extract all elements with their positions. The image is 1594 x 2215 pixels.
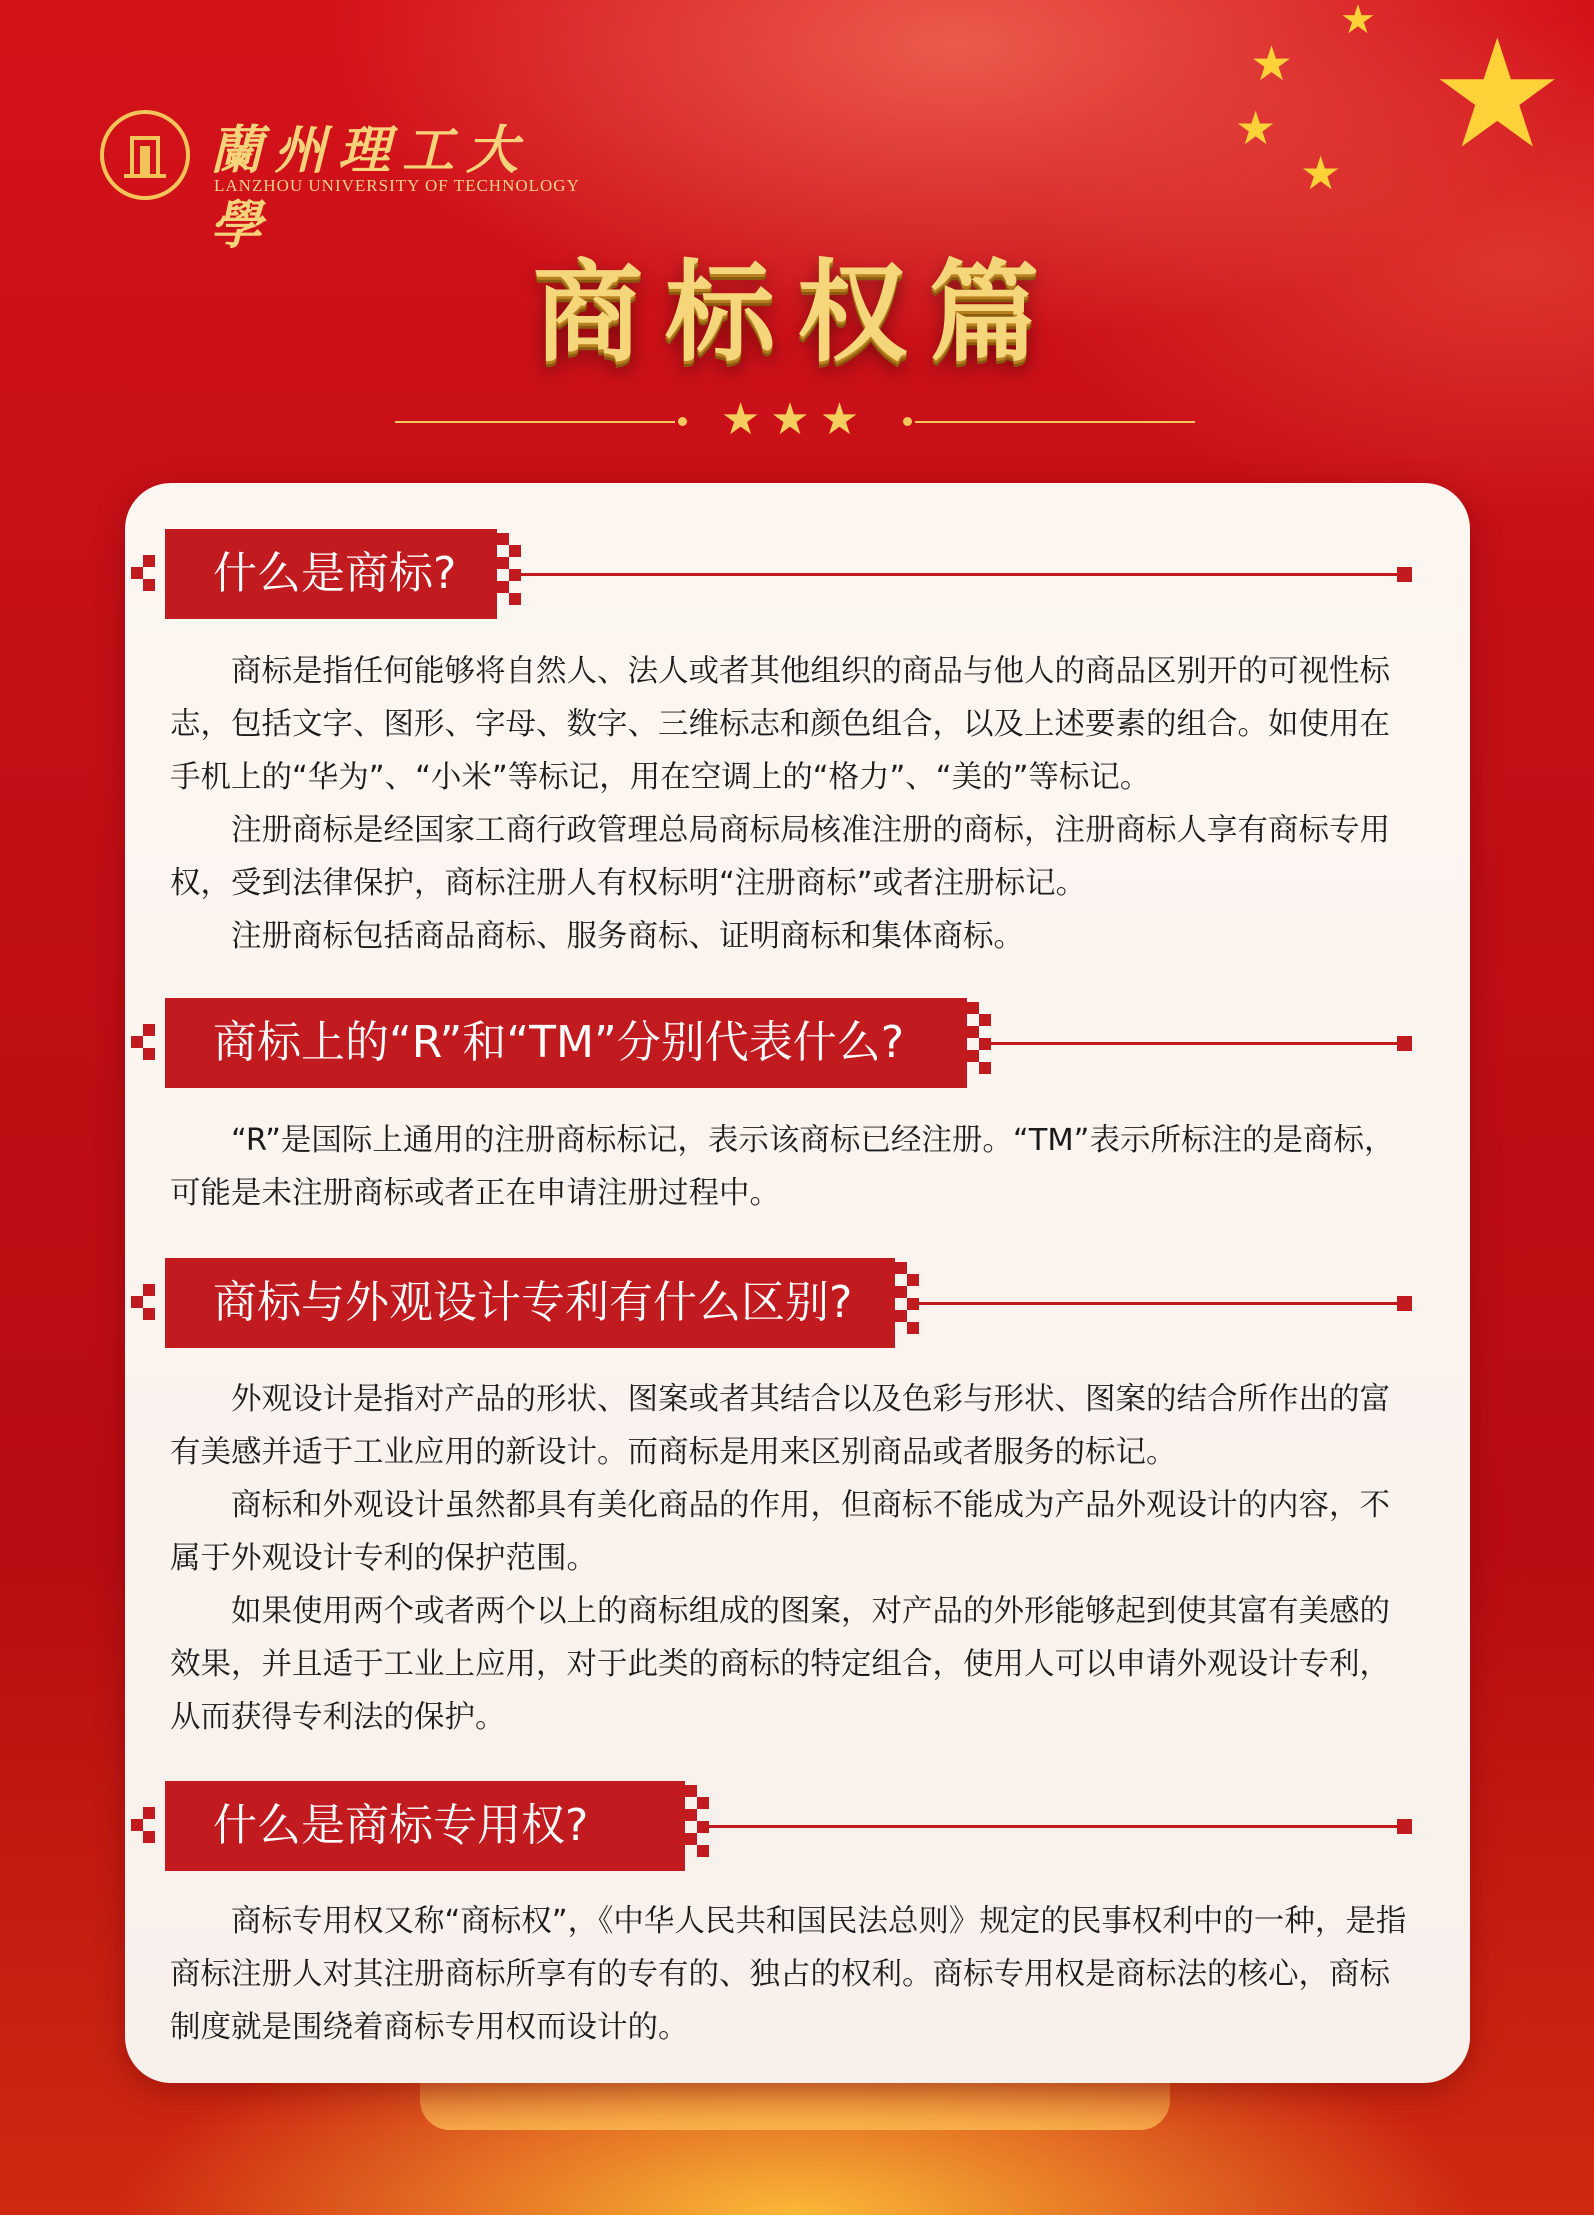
section-heading-label: 商标与外观设计专利有什么区别? xyxy=(165,1258,895,1348)
section-heading-label: 什么是商标? xyxy=(165,529,497,619)
university-name-en: LANZHOU UNIVERSITY OF TECHNOLOGY xyxy=(214,176,580,195)
flag-small-star-icon: ★ xyxy=(1300,146,1342,200)
section-heading xyxy=(125,529,1470,619)
section-heading-label: 什么是商标专用权? xyxy=(165,1781,685,1871)
paragraph: 商标专用权又称“商标权”，《中华人民共和国民法总则》规定的民事权利中的一种，是指商标注册人对其注册商标所享有的专有的、独占的权利。商标专用权是商标法的核心，商标制度就是围绕着商标专用权而设计的。 xyxy=(170,1904,1407,2045)
page-title: 商标权篇 xyxy=(533,249,1061,377)
university-name-cn: 蘭州理工大學 xyxy=(210,120,531,256)
paragraph: “R”是国际上通用的注册商标标记，表示该商标已经注册。“TM”表示所标注的是商标，可能是未注册商标或者正在申请注册过程中。 xyxy=(170,1123,1395,1211)
section-heading xyxy=(125,1258,1470,1348)
flag-small-star-icon: ★ xyxy=(1235,101,1277,155)
title-divider xyxy=(395,394,1195,448)
flag-small-star-icon: ★ xyxy=(1250,36,1294,92)
paragraph: 外观设计是指对产品的形状、图案或者其结合以及色彩与形状、图案的结合所作出的富有美感并适于工业应用的新设计。而商标是用来区别商品或者服务的标记。 xyxy=(170,1382,1390,1470)
paragraph: 注册商标是经国家工商行政管理总局商标局核准注册的商标，注册商标人享有商标专用权，受到法律保护，商标注册人有权标明“注册商标”或者注册标记。 xyxy=(170,813,1390,901)
paragraph: 如果使用两个或者两个以上的商标组成的图案，对产品的外形能够起到使其富有美感的效果，并且适于工业上应用，对于此类的商标的特定组合，使用人可以申请外观设计专利，从而获得专利法的保护。 xyxy=(170,1594,1390,1735)
section-heading xyxy=(125,998,1470,1088)
section-heading xyxy=(125,1781,1470,1871)
content-card xyxy=(125,483,1470,2083)
paragraph: 商标是指任何能够将自然人、法人或者其他组织的商品与他人的商品区别开的可视性标志，包括文字、图形、字母、数字、三维标志和颜色组合，以及上述要素的组合。如使用在手机上的“华为”、“小米”等标记，用在空调上的“格力”、“美的”等标记。 xyxy=(170,654,1390,795)
section-heading-label: 商标上的“R”和“TM”分别代表什么? xyxy=(165,998,967,1088)
paragraph: 商标和外观设计虽然都具有美化商品的作用，但商标不能成为产品外观设计的内容，不属于外观设计专利的保护范围。 xyxy=(170,1488,1390,1576)
university-emblem-icon xyxy=(100,110,190,200)
flag-small-star-icon: ★ xyxy=(1340,0,1376,43)
university-logo xyxy=(100,100,580,256)
three-stars-icon: ★★★ xyxy=(720,394,870,445)
paragraph: 注册商标包括商品商标、服务商标、证明商标和集体商标。 xyxy=(231,919,1024,954)
flag-large-star-icon: ★ xyxy=(1430,8,1565,182)
